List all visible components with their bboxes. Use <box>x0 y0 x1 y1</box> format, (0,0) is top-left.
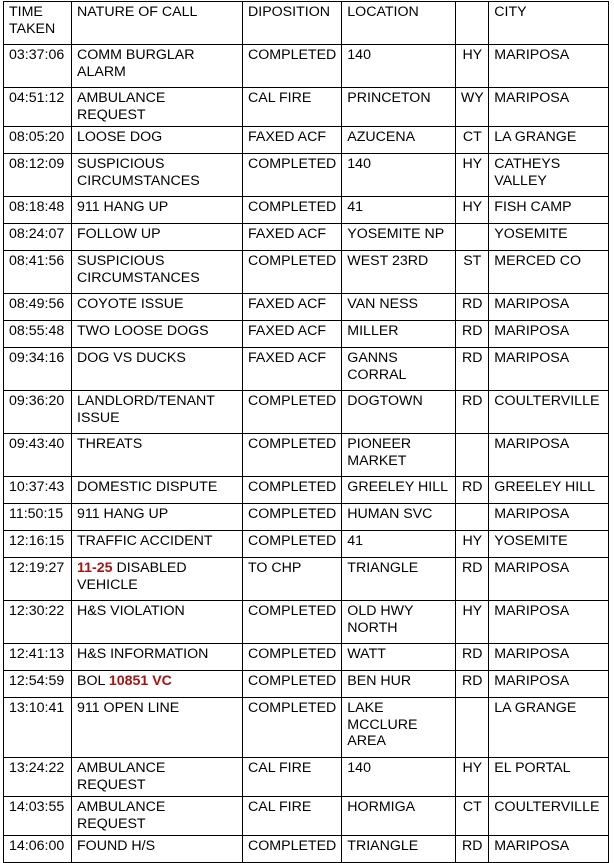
location-cell: 41 <box>342 531 456 558</box>
header-city: CITY <box>489 2 609 45</box>
table-row <box>4 504 609 531</box>
nature-cell: FOUND H/S <box>72 836 243 863</box>
location-cell: VAN NESS <box>342 294 456 321</box>
location-cell: PRINCETON <box>342 88 456 127</box>
state-cell: RD <box>456 321 489 348</box>
nature-cell: TRAFFIC ACCIDENT <box>72 531 243 558</box>
table-row <box>4 45 609 88</box>
location-cell: TRIANGLE <box>342 558 456 601</box>
disposition-cell: COMPLETED <box>243 644 342 671</box>
time-cell: 12:41:13 <box>4 644 72 671</box>
location-cell: 41 <box>342 197 456 224</box>
table-row <box>4 671 609 698</box>
nature-cell: COMM BURGLAR ALARM <box>72 45 243 88</box>
table-row <box>4 644 609 671</box>
header-row <box>4 2 609 45</box>
location-cell: OLD HWY NORTH <box>342 601 456 644</box>
nature-cell: DOMESTIC DISPUTE <box>72 477 243 504</box>
location-cell: 140 <box>342 45 456 88</box>
disposition-cell: COMPLETED <box>243 251 342 294</box>
state-cell: HY <box>456 197 489 224</box>
time-cell: 08:55:48 <box>4 321 72 348</box>
location-cell: TRIANGLE <box>342 836 456 863</box>
city-cell: YOSEMITE <box>489 224 609 251</box>
disposition-cell: FAXED ACF <box>243 348 342 391</box>
city-cell: MARIPOSA <box>489 434 609 477</box>
city-cell: MARIPOSA <box>489 558 609 601</box>
nature-cell: 911 OPEN LINE <box>72 698 243 758</box>
state-cell: RD <box>456 671 489 698</box>
nature-cell: THREATS <box>72 434 243 477</box>
disposition-cell: FAXED ACF <box>243 321 342 348</box>
nature-cell: H&S VIOLATION <box>72 601 243 644</box>
nature-cell: SUSPICIOUS CIRCUMSTANCES <box>72 154 243 197</box>
city-cell: MARIPOSA <box>489 321 609 348</box>
nature-cell: DOG VS DUCKS <box>72 348 243 391</box>
location-cell: 140 <box>342 154 456 197</box>
nature-cell <box>72 558 243 601</box>
nature-cell: AMBULANCE REQUEST <box>72 797 243 836</box>
location-cell: MILLER <box>342 321 456 348</box>
state-cell: RD <box>456 477 489 504</box>
table-row <box>4 558 609 601</box>
state-cell: RD <box>456 348 489 391</box>
table-row <box>4 154 609 197</box>
table-row <box>4 348 609 391</box>
nature-cell: AMBULANCE REQUEST <box>72 88 243 127</box>
state-cell: CT <box>456 127 489 154</box>
location-cell: AZUCENA <box>342 127 456 154</box>
location-cell: GREELEY HILL <box>342 477 456 504</box>
city-cell: MARIPOSA <box>489 504 609 531</box>
state-cell: RD <box>456 294 489 321</box>
city-cell: MARIPOSA <box>489 671 609 698</box>
disposition-cell: COMPLETED <box>243 434 342 477</box>
city-cell: MARIPOSA <box>489 348 609 391</box>
location-cell: YOSEMITE NP <box>342 224 456 251</box>
disposition-cell: FAXED ACF <box>243 224 342 251</box>
disposition-cell: COMPLETED <box>243 504 342 531</box>
nature-cell: SUSPICIOUS CIRCUMSTANCES <box>72 251 243 294</box>
city-cell: MARIPOSA <box>489 836 609 863</box>
time-cell: 12:54:59 <box>4 671 72 698</box>
nature-text: DISABLED VEHICLE <box>77 560 187 593</box>
state-cell: HY <box>456 154 489 197</box>
location-cell: BEN HUR <box>342 671 456 698</box>
nature-text: BOL <box>77 673 109 689</box>
city-cell: GREELEY HILL <box>489 477 609 504</box>
city-cell: MARIPOSA <box>489 88 609 127</box>
header-nature: NATURE OF CALL <box>72 2 243 45</box>
disposition-cell: COMPLETED <box>243 601 342 644</box>
city-cell: MARIPOSA <box>489 601 609 644</box>
time-cell: 13:24:22 <box>4 758 72 797</box>
time-cell: 12:30:22 <box>4 601 72 644</box>
state-cell: RD <box>456 391 489 434</box>
table-row <box>4 531 609 558</box>
time-cell: 14:06:00 <box>4 836 72 863</box>
table-row <box>4 224 609 251</box>
time-cell: 10:37:43 <box>4 477 72 504</box>
code-text: 10851 VC <box>108 673 172 689</box>
time-cell: 08:12:09 <box>4 154 72 197</box>
location-cell: WEST 23RD <box>342 251 456 294</box>
table-row <box>4 127 609 154</box>
disposition-cell: COMPLETED <box>243 391 342 434</box>
city-cell: COULTERVILLE <box>489 391 609 434</box>
nature-cell: LANDLORD/TENANT ISSUE <box>72 391 243 434</box>
header-disposition: DIPOSITION <box>243 2 342 45</box>
location-cell: HUMAN SVC <box>342 504 456 531</box>
city-cell: YOSEMITE <box>489 531 609 558</box>
location-cell: 140 <box>342 758 456 797</box>
nature-cell: H&S INFORMATION <box>72 644 243 671</box>
table-row <box>4 294 609 321</box>
table-row <box>4 88 609 127</box>
nature-cell <box>72 671 243 698</box>
disposition-cell: TO CHP <box>243 558 342 601</box>
city-cell: LA GRANGE <box>489 127 609 154</box>
table-row <box>4 434 609 477</box>
disposition-cell: COMPLETED <box>243 477 342 504</box>
time-cell: 03:37:06 <box>4 45 72 88</box>
table-row <box>4 698 609 758</box>
code-text: 11-25 <box>77 560 113 576</box>
time-cell: 13:10:41 <box>4 698 72 758</box>
state-cell: HY <box>456 531 489 558</box>
state-cell: RD <box>456 558 489 601</box>
table-row <box>4 251 609 294</box>
state-cell: HY <box>456 758 489 797</box>
header-location: LOCATION <box>342 2 456 45</box>
header-time: TIME TAKEN <box>4 2 72 45</box>
table-row <box>4 321 609 348</box>
time-cell: 04:51:12 <box>4 88 72 127</box>
time-cell: 08:41:56 <box>4 251 72 294</box>
time-cell: 08:05:20 <box>4 127 72 154</box>
time-cell: 09:43:40 <box>4 434 72 477</box>
state-cell: RD <box>456 644 489 671</box>
location-cell: HORMIGA <box>342 797 456 836</box>
state-cell: ST <box>456 251 489 294</box>
disposition-cell: CAL FIRE <box>243 758 342 797</box>
time-cell: 11:50:15 <box>4 504 72 531</box>
nature-cell: AMBULANCE REQUEST <box>72 758 243 797</box>
city-cell: COULTERVILLE <box>489 797 609 836</box>
disposition-cell: CAL FIRE <box>243 797 342 836</box>
disposition-cell: COMPLETED <box>243 698 342 758</box>
time-cell: 14:03:55 <box>4 797 72 836</box>
state-cell: WY <box>456 88 489 127</box>
city-cell: MARIPOSA <box>489 294 609 321</box>
city-cell: MARIPOSA <box>489 644 609 671</box>
table-row <box>4 601 609 644</box>
disposition-cell: COMPLETED <box>243 197 342 224</box>
nature-cell: LOOSE DOG <box>72 127 243 154</box>
state-cell <box>456 504 489 531</box>
state-cell: HY <box>456 601 489 644</box>
header-state <box>456 2 489 45</box>
time-cell: 08:49:56 <box>4 294 72 321</box>
state-cell <box>456 698 489 758</box>
time-cell: 08:18:48 <box>4 197 72 224</box>
disposition-cell: COMPLETED <box>243 45 342 88</box>
location-cell: PIONEER MARKET <box>342 434 456 477</box>
state-cell: HY <box>456 45 489 88</box>
city-cell: MARIPOSA <box>489 45 609 88</box>
location-cell: DOGTOWN <box>342 391 456 434</box>
disposition-cell: COMPLETED <box>243 531 342 558</box>
city-cell: EL PORTAL <box>489 758 609 797</box>
location-cell: WATT <box>342 644 456 671</box>
disposition-cell: FAXED ACF <box>243 127 342 154</box>
nature-cell: 911 HANG UP <box>72 504 243 531</box>
time-cell: 12:16:15 <box>4 531 72 558</box>
nature-cell: COYOTE ISSUE <box>72 294 243 321</box>
nature-cell: FOLLOW UP <box>72 224 243 251</box>
table-row <box>4 391 609 434</box>
disposition-cell: COMPLETED <box>243 836 342 863</box>
table-row <box>4 758 609 797</box>
table-row <box>4 197 609 224</box>
city-cell: CATHEYS VALLEY <box>489 154 609 197</box>
table-row <box>4 797 609 836</box>
call-log-table <box>3 1 609 863</box>
state-cell <box>456 434 489 477</box>
location-cell: GANNS CORRAL <box>342 348 456 391</box>
nature-cell: 911 HANG UP <box>72 197 243 224</box>
table-row <box>4 836 609 863</box>
table-row <box>4 477 609 504</box>
time-cell: 12:19:27 <box>4 558 72 601</box>
city-cell: LA GRANGE <box>489 698 609 758</box>
time-cell: 08:24:07 <box>4 224 72 251</box>
location-cell: LAKE MCCLURE AREA <box>342 698 456 758</box>
disposition-cell: COMPLETED <box>243 154 342 197</box>
disposition-cell: CAL FIRE <box>243 88 342 127</box>
city-cell: MERCED CO <box>489 251 609 294</box>
nature-cell: TWO LOOSE DOGS <box>72 321 243 348</box>
disposition-cell: COMPLETED <box>243 671 342 698</box>
state-cell: RD <box>456 836 489 863</box>
disposition-cell: FAXED ACF <box>243 294 342 321</box>
state-cell <box>456 224 489 251</box>
state-cell: CT <box>456 797 489 836</box>
time-cell: 09:36:20 <box>4 391 72 434</box>
city-cell: FISH CAMP <box>489 197 609 224</box>
time-cell: 09:34:16 <box>4 348 72 391</box>
